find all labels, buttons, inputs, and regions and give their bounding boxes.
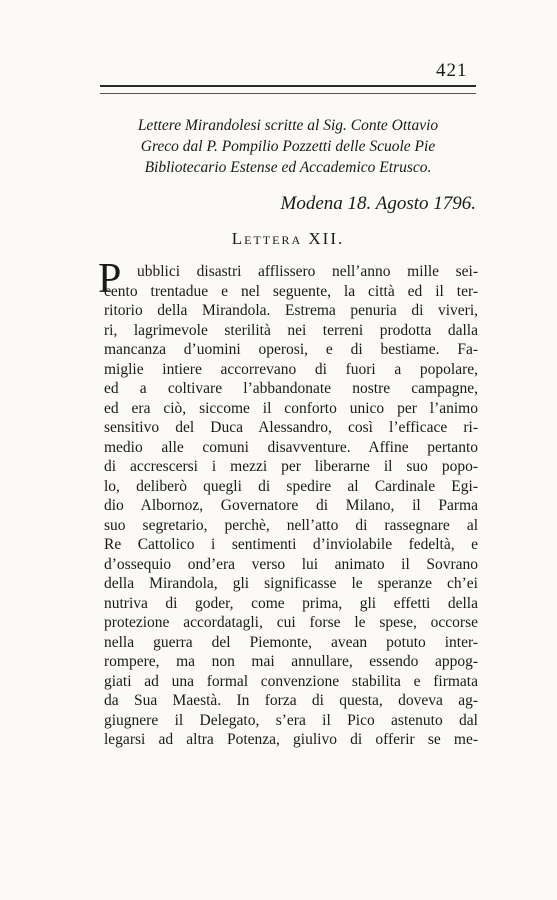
body-line: ed a coltivare l’abbandonate nostre campagne, <box>104 380 478 397</box>
body-line: giati ad una formal convenzione stabilita e firmata <box>104 672 478 690</box>
body-line: sensitivo del Duca Alessandro, così l’efficace ri- <box>104 419 478 436</box>
body-line: medio alle comuni disavventure. Affine pertanto <box>104 438 478 456</box>
body-line: suo segretario, perchè, nell’atto di rassegnare al <box>104 516 478 534</box>
dateline: Modena 18. Agosto 1796. <box>280 193 476 214</box>
body-line: della Mirandola, gli significasse le speranze ch’ei <box>104 575 478 592</box>
body-line: protezione accordatagli, cui forse le spese, occorse <box>104 614 478 631</box>
body-line: cento trentadue e nel seguente, la città ed il ter- <box>104 282 478 300</box>
header-rule-secondary <box>100 93 476 94</box>
page-number: 421 <box>436 60 468 81</box>
letter-title: Lettera XII. <box>231 229 345 248</box>
body-line: giugnere il Delegato, s’era il Pico astenuto dal <box>104 711 478 729</box>
body-line: Re Cattolico i sentimenti d’inviolabile fedeltà, e <box>104 536 478 553</box>
body-line: ed era ciò, siccome il conforto unico per l’animo <box>104 399 478 417</box>
body-line: mancanza d’uomini operosi, e di bestiame. Fa- <box>104 341 478 358</box>
header-rule <box>100 85 476 87</box>
body-line: lo, deliberò quegli di spedire al Cardinale Egi- <box>104 477 478 495</box>
body-line: d’ossequio ond’era verso lui animato il Sovrano <box>104 555 478 573</box>
letter-body <box>98 256 478 750</box>
body-line: ubblici disastri afflissero nell’anno mille sei- <box>137 263 478 280</box>
intro-line: Lettere Mirandolesi scritte al Sig. Conte Ottavio <box>137 117 439 134</box>
body-line: miglie intiere accorrevano di fuori a popolare, <box>104 360 478 378</box>
body-line: di accrescersi i mezzi per liberarne il suo popo- <box>104 458 478 475</box>
intro-line: Bibliotecario Estense ed Accademico Etrusco. <box>144 159 432 176</box>
intro-line: Greco dal P. Pompilio Pozzetti delle Scuole Pie <box>140 138 436 155</box>
body-line: rompere, ma non mai annullare, essendo appog- <box>104 653 478 670</box>
body-line: legarsi ad altra Potenza, giulivo di offerir se me- <box>104 731 478 748</box>
body-line: nutriva di goder, come prima, gli effetti della <box>104 594 478 612</box>
body-line: dio Albornoz, Governatore di Milano, il Parma <box>104 497 478 514</box>
body-line: nella guerra del Piemonte, avean potuto inter- <box>104 633 478 651</box>
body-line: ri, lagrimevole sterilità nei terreni prodotta dalla <box>104 321 478 339</box>
body-line: ritorio della Mirandola. Estrema penuria di viveri, <box>104 302 478 319</box>
intro-heading <box>100 115 476 178</box>
drop-cap: P <box>98 256 122 302</box>
body-line: da Sua Maestà. In forza di questa, doveva ag- <box>104 692 478 709</box>
